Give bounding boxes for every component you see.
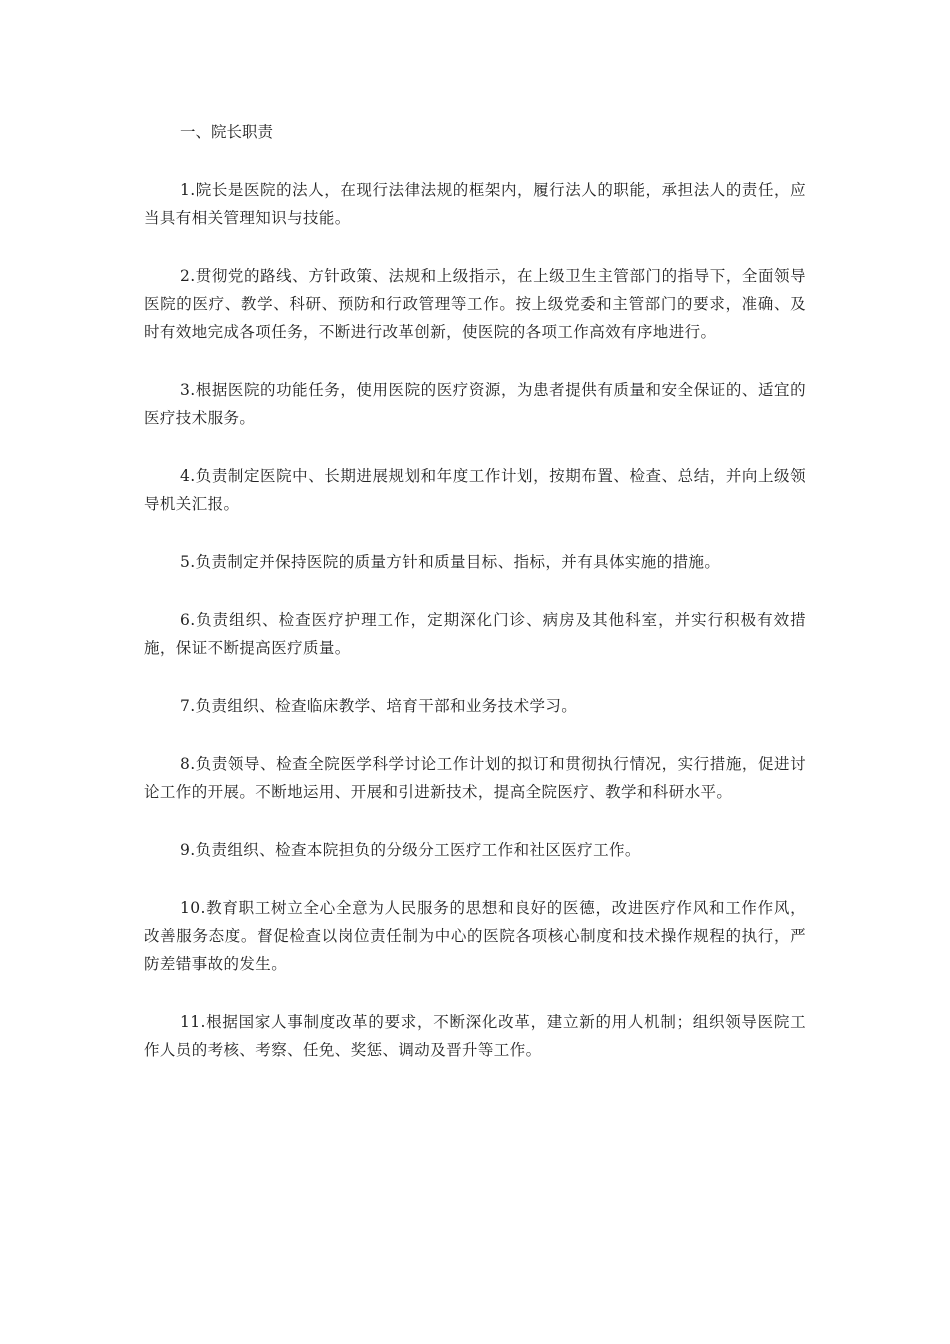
duty-item-10: 10.教育职工树立全心全意为人民服务的思想和良好的医德，改进医疗作风和工作作风，改善服务态度。督促检查以岗位责任制为中心的医院各项核心制度和技术操作规程的执行，严防差错事故的发生。	[144, 899, 806, 973]
duty-item-1: 1.院长是医院的法人，在现行法律法规的框架内，履行法人的职能，承担法人的责任，应当具有相关管理知识与技能。	[144, 181, 806, 227]
duty-item-5: 5.负责制定并保持医院的质量方针和质量目标、指标，并有具体实施的措施。	[180, 553, 721, 571]
duty-item-7: 7.负责组织、检查临床教学、培育干部和业务技术学习。	[180, 697, 578, 715]
duty-item-3: 3.根据医院的功能任务，使用医院的医疗资源，为患者提供有质量和安全保证的、适宜的医疗技术服务。	[144, 381, 806, 427]
duty-item-2: 2.贯彻党的路线、方针政策、法规和上级指示，在上级卫生主管部门的指导下，全面领导医院的医疗、教学、科研、预防和行政管理等工作。按上级党委和主管部门的要求，准确、及时有效地完成各项任务，不断进行改革创新，使医院的各项工作高效有序地进行。	[144, 267, 806, 341]
section-heading: 一、院长职责	[180, 123, 274, 141]
duty-item-11: 11.根据国家人事制度改革的要求，不断深化改革，建立新的用人机制；组织领导医院工作人员的考核、考察、任免、奖惩、调动及晋升等工作。	[144, 1013, 806, 1059]
duty-item-6: 6.负责组织、检查医疗护理工作，定期深化门诊、病房及其他科室，并实行积极有效措施，保证不断提高医疗质量。	[144, 611, 806, 657]
duty-item-9: 9.负责组织、检查本院担负的分级分工医疗工作和社区医疗工作。	[180, 841, 641, 859]
duty-item-4: 4.负责制定医院中、长期进展规划和年度工作计划，按期布置、检查、总结，并向上级领导机关汇报。	[144, 467, 806, 513]
duty-item-8: 8.负责领导、检查全院医学科学讨论工作计划的拟订和贯彻执行情况，实行措施，促进讨论工作的开展。不断地运用、开展和引进新技术，提高全院医疗、教学和科研水平。	[144, 755, 806, 801]
document-body	[144, 118, 806, 1064]
